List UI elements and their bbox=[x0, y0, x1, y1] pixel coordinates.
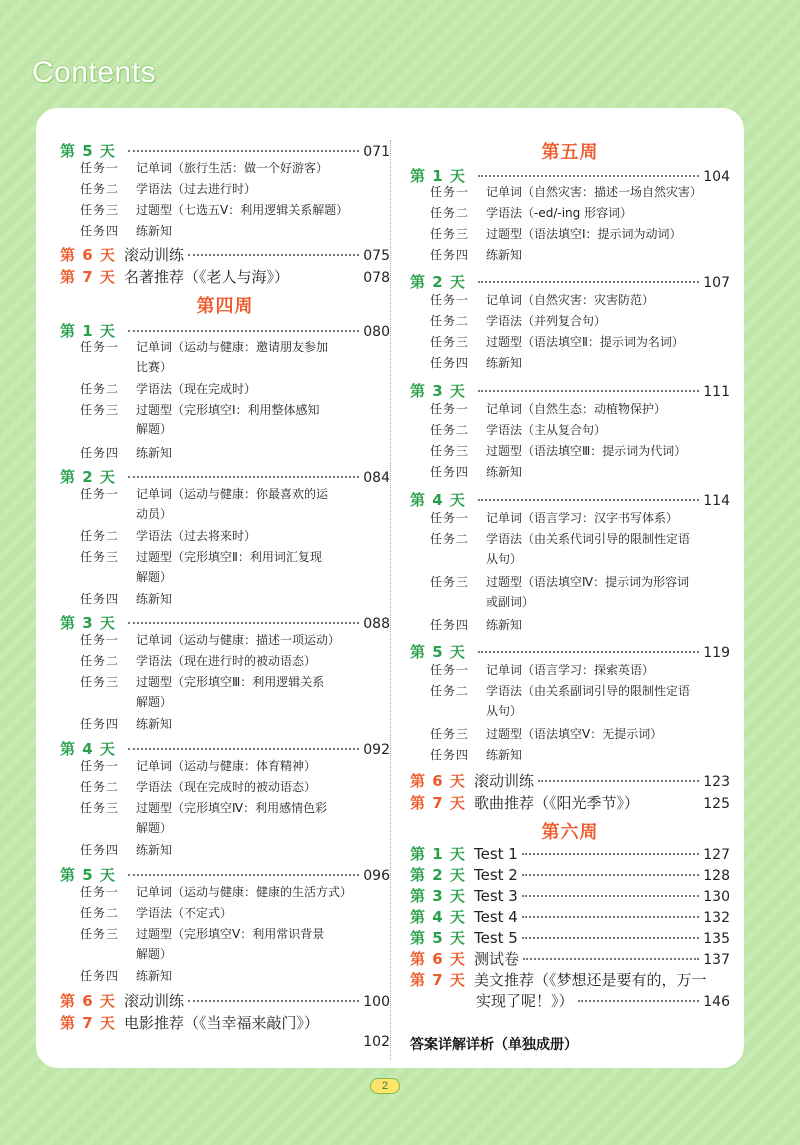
task-name: 任务二 bbox=[430, 314, 470, 328]
task-desc: 学语法（过去将来时） bbox=[136, 529, 257, 543]
task-name: 任务四 bbox=[430, 356, 470, 370]
task-name: 任务二 bbox=[80, 654, 120, 668]
task-desc: 记单词（旅行生活：做一个好游客） bbox=[136, 161, 329, 175]
day-label: 第 7 天 bbox=[410, 971, 466, 989]
toc-entry-day[interactable] bbox=[410, 885, 730, 906]
toc-entry-day[interactable] bbox=[410, 380, 730, 401]
day-label: 第 7 天 bbox=[410, 794, 466, 812]
leader-dots bbox=[523, 958, 699, 960]
task-name: 任务四 bbox=[80, 969, 120, 983]
task-name: 任务二 bbox=[430, 423, 470, 437]
task-name: 任务一 bbox=[80, 340, 120, 354]
task-desc: 练新知 bbox=[486, 465, 523, 479]
day-label: 第 6 天 bbox=[410, 950, 466, 968]
task-name: 任务二 bbox=[80, 382, 120, 396]
page-number: 071 bbox=[363, 144, 390, 160]
task-desc: 练新知 bbox=[486, 748, 523, 762]
entry-label: Test 3 bbox=[474, 887, 518, 905]
task-item bbox=[430, 224, 730, 244]
leader-dots bbox=[188, 254, 359, 256]
page-number: 111 bbox=[703, 384, 730, 400]
task-item bbox=[430, 332, 730, 352]
task-name: 任务三 bbox=[430, 575, 470, 589]
task-desc-cont: 解题） bbox=[136, 422, 173, 436]
task-name: 任务一 bbox=[80, 487, 120, 501]
task-name: 任务二 bbox=[80, 182, 120, 196]
task-item bbox=[80, 840, 390, 860]
entry-label: Test 2 bbox=[474, 866, 518, 884]
task-desc: 练新知 bbox=[136, 592, 173, 606]
task-desc: 学语法（由关系副词引导的限制性定语 bbox=[486, 684, 691, 698]
toc-entry-day[interactable] bbox=[410, 906, 730, 927]
task-desc: 学语法（过去进行时） bbox=[136, 182, 257, 196]
task-name: 任务三 bbox=[430, 727, 470, 741]
task-name: 任务三 bbox=[430, 227, 470, 241]
task-desc-cont: 动员） bbox=[136, 507, 173, 521]
task-name: 任务一 bbox=[430, 663, 470, 677]
day-label: 第 2 天 bbox=[60, 468, 116, 486]
leader-dots bbox=[522, 853, 699, 855]
task-item bbox=[430, 441, 730, 461]
page-number: 123 bbox=[703, 774, 730, 790]
page-number: 100 bbox=[363, 994, 390, 1010]
leader-dots bbox=[522, 874, 699, 876]
page-number: 119 bbox=[703, 645, 730, 661]
page-number: 130 bbox=[703, 889, 730, 905]
task-item bbox=[430, 724, 730, 744]
leader-dots bbox=[538, 780, 699, 782]
task-desc: 过题型（完形填空Ⅳ：利用感情色彩 bbox=[136, 801, 328, 815]
entry-label: Test 4 bbox=[474, 908, 518, 926]
task-desc: 练新知 bbox=[486, 356, 523, 370]
entry-label: 名著推荐（《老人与海》） bbox=[124, 268, 290, 286]
leader-dots bbox=[188, 1000, 359, 1002]
task-name: 任务三 bbox=[80, 927, 120, 941]
page-number: 078 bbox=[363, 270, 390, 286]
day-label: 第 5 天 bbox=[410, 929, 466, 947]
day-label: 第 5 天 bbox=[410, 643, 466, 661]
task-name: 任务一 bbox=[430, 511, 470, 525]
page-number: 092 bbox=[363, 742, 390, 758]
task-item bbox=[430, 462, 730, 482]
task-name: 任务三 bbox=[80, 801, 120, 815]
task-desc-cont: 从句） bbox=[486, 552, 523, 566]
entry-label: 测试卷 bbox=[474, 950, 520, 968]
task-item bbox=[430, 572, 730, 592]
toc-entry-day[interactable] bbox=[410, 969, 730, 990]
task-item bbox=[430, 420, 730, 440]
day-label: 第 3 天 bbox=[410, 887, 466, 905]
task-desc-cont: 或副词） bbox=[486, 595, 535, 609]
task-name: 任务三 bbox=[80, 675, 120, 689]
task-desc-cont: 解题） bbox=[136, 821, 173, 835]
day-label: 第 1 天 bbox=[60, 322, 116, 340]
page-number: 135 bbox=[703, 931, 730, 947]
task-name: 任务二 bbox=[80, 780, 120, 794]
task-desc: 过题型（语法填空Ⅳ：提示词为形容词 bbox=[486, 575, 690, 589]
task-desc: 学语法（现在完成时） bbox=[136, 382, 257, 396]
day-label: 第 2 天 bbox=[410, 866, 466, 884]
page-number: 146 bbox=[703, 994, 730, 1010]
task-name: 任务一 bbox=[80, 885, 120, 899]
task-item bbox=[430, 660, 730, 680]
leader-dots bbox=[478, 390, 699, 392]
contents-heading: Contents bbox=[32, 56, 157, 89]
toc-entry-day[interactable] bbox=[60, 244, 390, 265]
toc-card bbox=[36, 108, 744, 1068]
leader-dots bbox=[522, 916, 699, 918]
task-name: 任务三 bbox=[80, 550, 120, 564]
task-name: 任务一 bbox=[430, 185, 470, 199]
toc-entry-day-cont bbox=[60, 1034, 390, 1050]
leader-dots bbox=[128, 330, 359, 332]
leader-dots bbox=[522, 895, 699, 897]
task-item bbox=[430, 245, 730, 265]
day-label: 第 4 天 bbox=[410, 908, 466, 926]
task-desc: 过题型（语法填空Ⅱ：提示词为名词） bbox=[486, 335, 684, 349]
week-heading: 第六周 bbox=[541, 822, 599, 843]
page-number: 137 bbox=[703, 952, 730, 968]
task-desc: 过题型（完形填空Ⅱ：利用词汇复现 bbox=[136, 550, 322, 564]
week-heading: 第四周 bbox=[196, 296, 254, 317]
toc-entry-day[interactable] bbox=[60, 1012, 390, 1033]
task-item bbox=[430, 311, 730, 331]
toc-entry-day[interactable] bbox=[410, 641, 730, 662]
day-label: 第 2 天 bbox=[410, 273, 466, 291]
task-name: 任务三 bbox=[80, 203, 120, 217]
task-item bbox=[430, 399, 730, 419]
toc-entry-day[interactable] bbox=[410, 843, 730, 864]
leader-dots bbox=[522, 937, 699, 939]
task-item bbox=[80, 337, 390, 357]
task-name: 任务二 bbox=[80, 529, 120, 543]
page-number: 080 bbox=[363, 324, 390, 340]
task-name: 任务四 bbox=[80, 224, 120, 238]
entry-label: 滚动训练 bbox=[474, 772, 535, 790]
task-name: 任务三 bbox=[430, 335, 470, 349]
leader-dots bbox=[128, 150, 359, 152]
day-label: 第 1 天 bbox=[410, 167, 466, 185]
task-name: 任务三 bbox=[430, 444, 470, 458]
task-item bbox=[430, 290, 730, 310]
task-name: 任务一 bbox=[430, 402, 470, 416]
task-item bbox=[430, 182, 730, 202]
leader-dots bbox=[128, 476, 359, 478]
task-item bbox=[80, 756, 390, 776]
entry-label: Test 1 bbox=[474, 845, 518, 863]
task-desc: 记单词（语言学习：探索英语） bbox=[486, 663, 655, 677]
toc-entry-day[interactable] bbox=[410, 489, 730, 510]
day-label: 第 6 天 bbox=[410, 772, 466, 790]
day-label: 第 7 天 bbox=[60, 268, 116, 286]
task-desc: 记单词（自然灾害：灾害防范） bbox=[486, 293, 655, 307]
toc-entry-day[interactable] bbox=[410, 864, 730, 885]
page-number-badge: 2 bbox=[370, 1078, 400, 1094]
task-desc: 记单词（运动与健康：描述一项运动） bbox=[136, 633, 341, 647]
task-item bbox=[430, 681, 730, 701]
page-number: 088 bbox=[363, 616, 390, 632]
task-desc: 练新知 bbox=[136, 969, 173, 983]
task-name: 任务一 bbox=[80, 633, 120, 647]
task-item bbox=[80, 966, 390, 986]
day-label: 第 4 天 bbox=[410, 491, 466, 509]
toc-entry-day[interactable] bbox=[60, 266, 390, 287]
task-item bbox=[80, 630, 390, 650]
task-desc: 过题型（语法填空Ⅲ：提示词为代词） bbox=[486, 444, 687, 458]
task-desc: 练新知 bbox=[136, 843, 173, 857]
task-desc: 学语法（现在进行时的被动语态） bbox=[136, 654, 317, 668]
task-item bbox=[430, 745, 730, 765]
task-name: 任务四 bbox=[430, 248, 470, 262]
task-name: 任务二 bbox=[430, 532, 470, 546]
task-desc: 学语法（现在完成时的被动语态） bbox=[136, 780, 317, 794]
task-item bbox=[80, 882, 390, 902]
toc-entry-day[interactable] bbox=[410, 271, 730, 292]
task-item bbox=[80, 200, 390, 220]
task-item bbox=[80, 903, 390, 923]
leader-dots bbox=[128, 622, 359, 624]
task-desc-cont: 解题） bbox=[136, 570, 173, 584]
task-desc: 记单词（运动与健康：体育精神） bbox=[136, 759, 317, 773]
page-number: 127 bbox=[703, 847, 730, 863]
page-number: 075 bbox=[363, 248, 390, 264]
toc-entry-day[interactable] bbox=[60, 990, 390, 1011]
task-name: 任务四 bbox=[80, 446, 120, 460]
page-number: 084 bbox=[363, 470, 390, 486]
task-item bbox=[80, 379, 390, 399]
task-desc: 过题型（语法填空Ⅰ：提示词为动词） bbox=[486, 227, 682, 241]
task-item bbox=[80, 589, 390, 609]
task-desc: 学语法（-ed/-ing 形容词） bbox=[486, 206, 633, 220]
task-item bbox=[80, 443, 390, 463]
task-desc: 过题型（完形填空Ⅴ：利用常识背景 bbox=[136, 927, 325, 941]
leader-dots bbox=[128, 874, 359, 876]
entry-label-cont: 实现了呢！》） bbox=[476, 992, 574, 1010]
leader-dots bbox=[478, 499, 699, 501]
task-item bbox=[430, 508, 730, 528]
day-label: 第 4 天 bbox=[60, 740, 116, 758]
task-item bbox=[430, 353, 730, 373]
task-item bbox=[80, 798, 390, 818]
task-desc: 过题型（语法填空Ⅴ：无提示词） bbox=[486, 727, 663, 741]
task-desc: 练新知 bbox=[486, 618, 523, 632]
answer-key-note: 答案详解详析（单独成册） bbox=[410, 1037, 578, 1053]
task-desc: 练新知 bbox=[486, 248, 523, 262]
day-label: 第 6 天 bbox=[60, 992, 116, 1010]
task-desc: 过题型（完形填空Ⅰ：利用整体感知 bbox=[136, 403, 320, 417]
page-number: 128 bbox=[703, 868, 730, 884]
task-item bbox=[80, 484, 390, 504]
task-name: 任务一 bbox=[80, 161, 120, 175]
task-item bbox=[80, 158, 390, 178]
toc-entry-day-cont bbox=[476, 990, 730, 1011]
task-name: 任务四 bbox=[430, 618, 470, 632]
task-desc: 记单词（语言学习：汉字书写体系） bbox=[486, 511, 679, 525]
toc-entry-day[interactable] bbox=[410, 770, 730, 791]
task-name: 任务四 bbox=[80, 843, 120, 857]
task-desc: 记单词（运动与健康：健康的生活方式） bbox=[136, 885, 353, 899]
page-number: 132 bbox=[703, 910, 730, 926]
page-number: 107 bbox=[703, 275, 730, 291]
page-number: 096 bbox=[363, 868, 390, 884]
day-label: 第 5 天 bbox=[60, 142, 116, 160]
task-item bbox=[80, 651, 390, 671]
day-label: 第 5 天 bbox=[60, 866, 116, 884]
leader-dots bbox=[478, 281, 699, 283]
task-desc: 学语法（主从复合句） bbox=[486, 423, 607, 437]
task-desc: 学语法（由关系代词引导的限制性定语 bbox=[486, 532, 691, 546]
task-desc: 记单词（运动与健康：邀请朋友参加 bbox=[136, 340, 329, 354]
task-desc: 练新知 bbox=[136, 224, 173, 238]
task-desc: 过题型（完形填空Ⅲ：利用逻辑关系 bbox=[136, 675, 325, 689]
page-number: 104 bbox=[703, 169, 730, 185]
task-desc: 学语法（并列复合句） bbox=[486, 314, 607, 328]
entry-label: 美文推荐（《梦想还是要有的，万一 bbox=[474, 971, 707, 989]
task-name: 任务四 bbox=[80, 592, 120, 606]
task-desc: 记单词（自然灾害：描述一场自然灾害） bbox=[486, 185, 703, 199]
task-name: 任务二 bbox=[80, 906, 120, 920]
task-item bbox=[80, 221, 390, 241]
task-item bbox=[80, 400, 390, 420]
task-name: 任务一 bbox=[80, 759, 120, 773]
leader-dots bbox=[128, 748, 359, 750]
toc-entry-day[interactable] bbox=[410, 792, 730, 813]
entry-label: 滚动训练 bbox=[124, 992, 185, 1010]
day-label: 第 7 天 bbox=[60, 1014, 116, 1032]
task-desc: 记单词（自然生态：动植物保护） bbox=[486, 402, 667, 416]
column-divider bbox=[390, 140, 391, 1060]
task-desc: 练新知 bbox=[136, 717, 173, 731]
task-name: 任务一 bbox=[430, 293, 470, 307]
entry-label: Test 5 bbox=[474, 929, 518, 947]
task-item bbox=[430, 203, 730, 223]
task-desc: 过题型（七选五Ⅴ：利用逻辑关系解题） bbox=[136, 203, 349, 217]
leader-dots bbox=[478, 175, 699, 177]
task-desc-cont: 从句） bbox=[486, 704, 523, 718]
day-label: 第 3 天 bbox=[410, 382, 466, 400]
task-name: 任务二 bbox=[430, 206, 470, 220]
entry-label: 滚动训练 bbox=[124, 246, 185, 264]
task-item bbox=[80, 179, 390, 199]
page-number: 114 bbox=[703, 493, 730, 509]
task-name: 任务四 bbox=[430, 465, 470, 479]
task-desc: 练新知 bbox=[136, 446, 173, 460]
task-item bbox=[80, 547, 390, 567]
leader-dots bbox=[478, 651, 699, 653]
day-label: 第 1 天 bbox=[410, 845, 466, 863]
task-desc: 学语法（不定式） bbox=[136, 906, 233, 920]
entry-label: 歌曲推荐（《阳光季节》） bbox=[474, 794, 640, 812]
task-item bbox=[80, 714, 390, 734]
entry-label: 电影推荐（《当幸福来敲门》） bbox=[124, 1014, 320, 1032]
task-item bbox=[80, 526, 390, 546]
week-heading: 第五周 bbox=[541, 142, 599, 163]
leader-dots bbox=[578, 1000, 700, 1002]
task-desc-cont: 解题） bbox=[136, 695, 173, 709]
task-desc-cont: 解题） bbox=[136, 947, 173, 961]
day-label: 第 3 天 bbox=[60, 614, 116, 632]
task-name: 任务四 bbox=[430, 748, 470, 762]
page-number: 125 bbox=[703, 796, 730, 812]
task-desc-cont: 比赛） bbox=[136, 360, 173, 374]
task-desc: 记单词（运动与健康：你最喜欢的运 bbox=[136, 487, 329, 501]
toc-entry-day[interactable] bbox=[410, 948, 730, 969]
toc-entry-day[interactable] bbox=[410, 927, 730, 948]
page-number: 102 bbox=[363, 1034, 390, 1050]
task-item bbox=[80, 924, 390, 944]
task-item bbox=[80, 672, 390, 692]
task-item bbox=[430, 529, 730, 549]
task-name: 任务四 bbox=[80, 717, 120, 731]
task-item bbox=[430, 615, 730, 635]
day-label: 第 6 天 bbox=[60, 246, 116, 264]
task-name: 任务三 bbox=[80, 403, 120, 417]
task-item bbox=[80, 777, 390, 797]
task-name: 任务二 bbox=[430, 684, 470, 698]
